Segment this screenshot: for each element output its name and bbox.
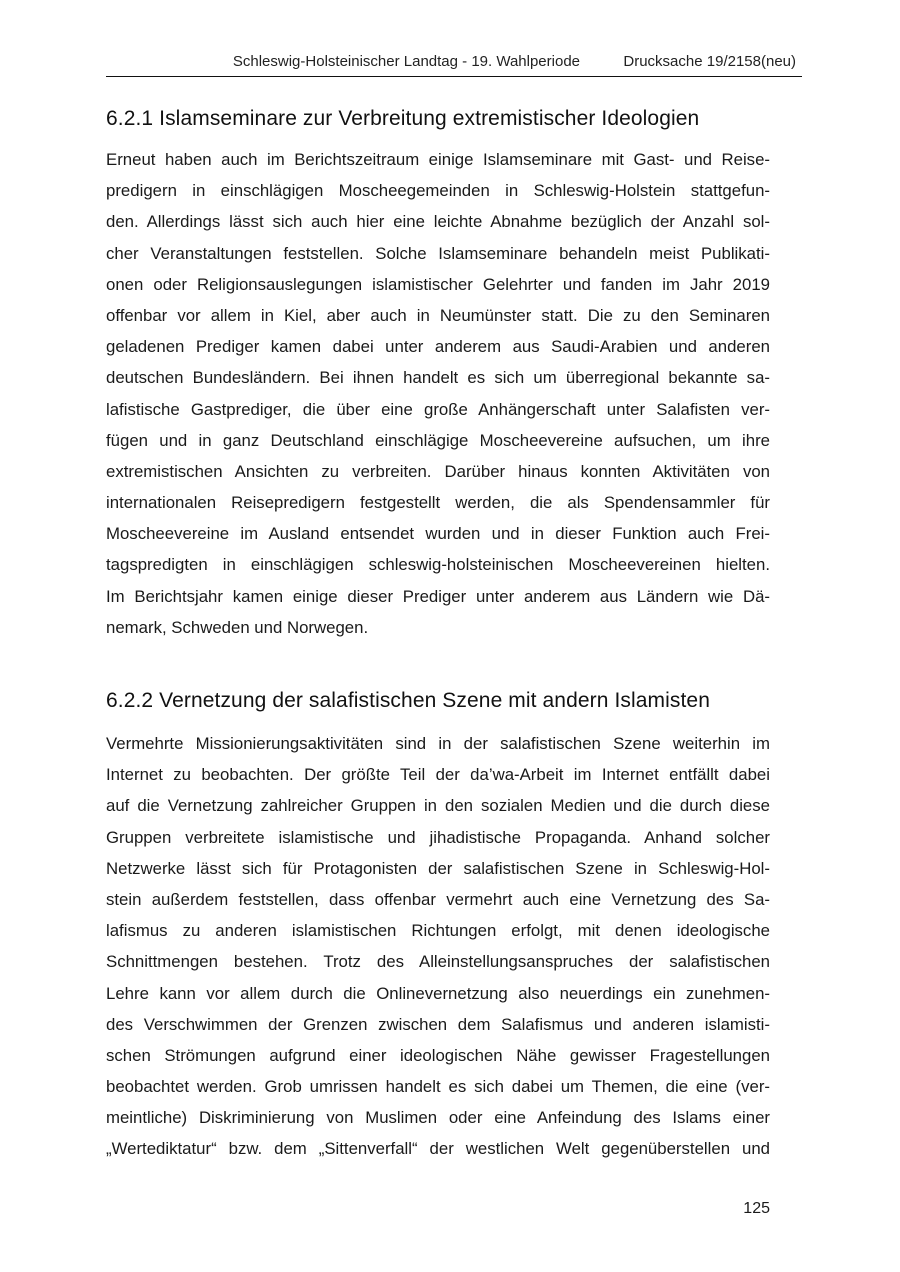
- page-number: 125: [743, 1200, 770, 1217]
- paragraph-6-2-2: [106, 728, 770, 1165]
- paragraph-line: Moscheevereine im Ausland entsendet wurden und in dieser Funktion auch Frei-: [106, 524, 770, 544]
- paragraph-line: schen Strömungen aufgrund einer ideologischen Nähe gewisser Fragestellungen: [106, 1045, 770, 1065]
- paragraph-line: auf die Vernetzung zahlreicher Gruppen in den sozialen Medien und die durch diese: [106, 796, 770, 816]
- header-document-number: Drucksache 19/2158(neu): [623, 53, 796, 70]
- section-heading-6-2-1: 6.2.1 Islamseminare zur Verbreitung extremistischer Ideologien: [106, 107, 700, 130]
- paragraph-6-2-1: [106, 144, 770, 643]
- paragraph-line: beobachtet werden. Grob umrissen handelt es sich dabei um Themen, die eine (ver-: [106, 1077, 770, 1097]
- paragraph-line: den. Allerdings lässt sich auch hier eine leichte Abnahme bezüglich der Anzahl sol-: [106, 212, 770, 232]
- paragraph-line: deutschen Bundesländern. Bei ihnen handelt es sich um überregional bekannte sa-: [106, 368, 770, 388]
- paragraph-line: Internet zu beobachten. Der größte Teil der da’wa-Arbeit im Internet entfällt dabei: [106, 765, 770, 785]
- paragraph-line: lafistische Gastprediger, die über eine große Anhängerschaft unter Salafisten ver-: [106, 399, 770, 419]
- header-rule: [106, 76, 802, 77]
- paragraph-line: fügen und in ganz Deutschland einschlägige Moscheevereine aufsuchen, um ihre: [106, 430, 770, 450]
- paragraph-line: des Verschwimmen der Grenzen zwischen dem Salafismus und anderen islamisti-: [106, 1014, 770, 1034]
- running-header: [106, 52, 802, 76]
- paragraph-line: tagspredigten in einschlägigen schleswig-holsteinischen Moscheevereinen hielten.: [106, 555, 770, 575]
- paragraph-line: stein außerdem feststellen, dass offenbar vermehrt auch eine Vernetzung des Sa-: [106, 889, 770, 909]
- paragraph-line: lafismus zu anderen islamistischen Richtungen erfolgt, mit denen ideologische: [106, 921, 770, 941]
- paragraph-line: predigern in einschlägigen Moscheegemeinden in Schleswig-Holstein stattgefun-: [106, 181, 770, 201]
- paragraph-line: Erneut haben auch im Berichtszeitraum einige Islamseminare mit Gast- und Reise-: [106, 150, 770, 169]
- paragraph-line: Lehre kann vor allem durch die Onlinevernetzung also neuerdings ein zunehmen-: [106, 983, 770, 1003]
- paragraph-line: meintliche) Diskriminierung von Muslimen oder eine Anfeindung des Islams einer: [106, 1108, 770, 1128]
- paragraph-line: Schnittmengen bestehen. Trotz des Alleinstellungsanspruches der salafistischen: [106, 952, 770, 972]
- paragraph-line: offenbar vor allem in Kiel, aber auch in Neumünster statt. Die zu den Seminaren: [106, 305, 770, 325]
- section-heading-6-2-2: 6.2.2 Vernetzung der salafistischen Szene mit andern Islamisten: [106, 689, 710, 712]
- paragraph-line: Vermehrte Missionierungsaktivitäten sind in der salafistischen Szene weiterhin im: [106, 734, 770, 753]
- paragraph-line: cher Veranstaltungen feststellen. Solche Islamseminare behandeln meist Publikati-: [106, 243, 770, 263]
- paragraph-line: Netzwerke lässt sich für Protagonisten der salafistischen Szene in Schleswig-Hol-: [106, 858, 770, 878]
- paragraph-line: onen oder Religionsauslegungen islamistischer Gelehrter und fanden im Jahr 2019: [106, 274, 770, 294]
- paragraph-line: nemark, Schweden und Norwegen.: [106, 617, 369, 637]
- paragraph-line: extremistischen Ansichten zu verbreiten. Darüber hinaus konnten Aktivitäten von: [106, 461, 770, 481]
- paragraph-line: internationalen Reisepredigern festgestellt werden, die als Spendensammler für: [106, 493, 770, 513]
- paragraph-line: „Wertediktatur“ bzw. dem „Sittenverfall“ der westlichen Welt gegenüberstellen und: [106, 1139, 770, 1159]
- paragraph-line: Gruppen verbreitete islamistische und jihadistische Propaganda. Anhand solcher: [106, 827, 770, 847]
- paragraph-line: geladenen Prediger kamen dabei unter anderem aus Saudi-Arabien und anderen: [106, 337, 770, 357]
- paragraph-line: Im Berichtsjahr kamen einige dieser Prediger unter anderem aus Ländern wie Dä-: [106, 586, 770, 606]
- header-title: Schleswig-Holsteinischer Landtag - 19. Wahlperiode: [232, 53, 580, 70]
